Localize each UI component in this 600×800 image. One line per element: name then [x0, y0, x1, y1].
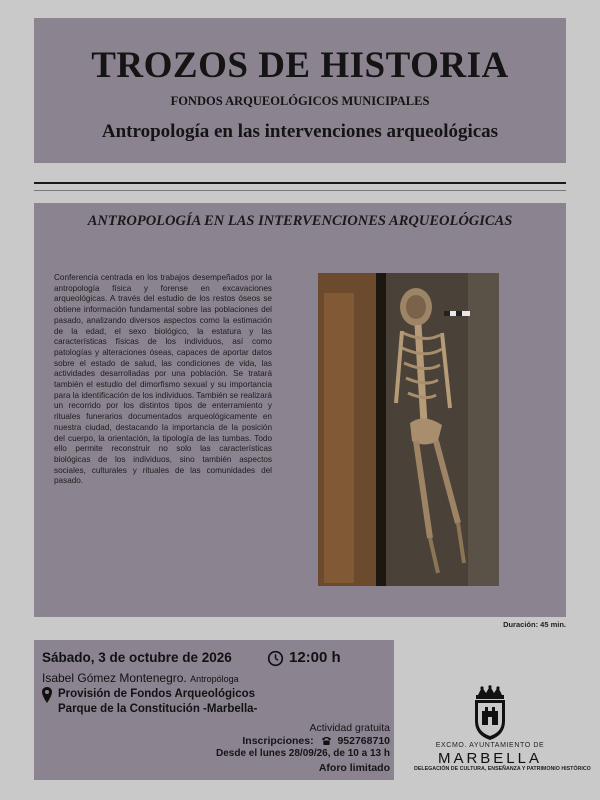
inscriptions-label: Inscripciones: [242, 735, 314, 747]
logo-bottom-text: DELEGACIÓN DE CULTURA, ENSEÑANZA Y PATRIMONIO HISTÓRICO [414, 766, 591, 772]
logo-top-text: EXCMO. AYUNTAMIENTO DE [435, 742, 545, 749]
city-coat-of-arms-icon [464, 685, 516, 741]
venue-address: Parque de la Constitución -Marbella- [58, 703, 258, 715]
capacity-note: Aforo limitado [318, 762, 390, 774]
duration-label: Duración: 45 min. [503, 620, 566, 629]
free-activity-label: Actividad gratuita [309, 722, 390, 734]
poster-tagline: Antropología en las intervenciones arqueológicas [101, 121, 499, 142]
event-time: 12:00 h [289, 649, 341, 666]
description-text: Conferencia centrada en los trabajos desempeñados por la antropología física y forense en excavaciones arqueológicas. A través del estudio de los restos óseos se obtiene información fundamental sobre las poblaciones del pasado, analizando diversos aspectos como la estimación de la edad, el sexo biológico, la estatura y las características físicas de los individuos, así como patologías y alteraciones óseas, capaces de aportar datos sobre el estado de salud, las condiciones de vida, las actividades desarrolladas por una población. Se tratará también el estudio del dimorfismo sexual y su importancia para la identificación de los individuos. También se realizará un recorrido por los distintos tipos de enterramiento y rituales funerarios documentados arqueológicamente en nuestra ciudad, destacando la importancia de la posición del cuerpo, la orientación, la tipología de las tumbas. Todo ello permite reconstruir no solo las características biológicas de los individuos, sino también aspectos sociales, culturales y rituales de las comunidades del pasado. [54, 273, 272, 486]
divider-thick [34, 182, 566, 184]
event-date: Sábado, 3 de octubre de 2026 [42, 650, 232, 665]
poster-title: TROZOS DE HISTORIA [91, 45, 509, 86]
location-pin-icon [42, 687, 52, 703]
speaker-line [42, 671, 239, 685]
clock-icon [267, 650, 284, 667]
speaker-name: Isabel Gómez Montenegro. [42, 671, 187, 685]
logo-name: MARBELLA [437, 750, 543, 767]
poster-subtitle: FONDOS ARQUEOLÓGICOS MUNICIPALES [170, 94, 430, 108]
inscriptions-line [242, 735, 390, 747]
excavation-skeleton-photo [318, 273, 499, 586]
venue-name: Provisión de Fondos Arqueológicos [58, 688, 256, 700]
registration-dates: Desde el lunes 28/09/26, de 10 a 13 h [216, 748, 390, 759]
phone-icon [321, 736, 332, 745]
phone-number[interactable]: 952768710 [337, 735, 390, 747]
section-title: ANTROPOLOGÍA EN LAS INTERVENCIONES ARQUEOLÓGICAS [87, 213, 513, 229]
speaker-role: Antropóloga [190, 674, 239, 684]
divider-thin [34, 190, 566, 191]
